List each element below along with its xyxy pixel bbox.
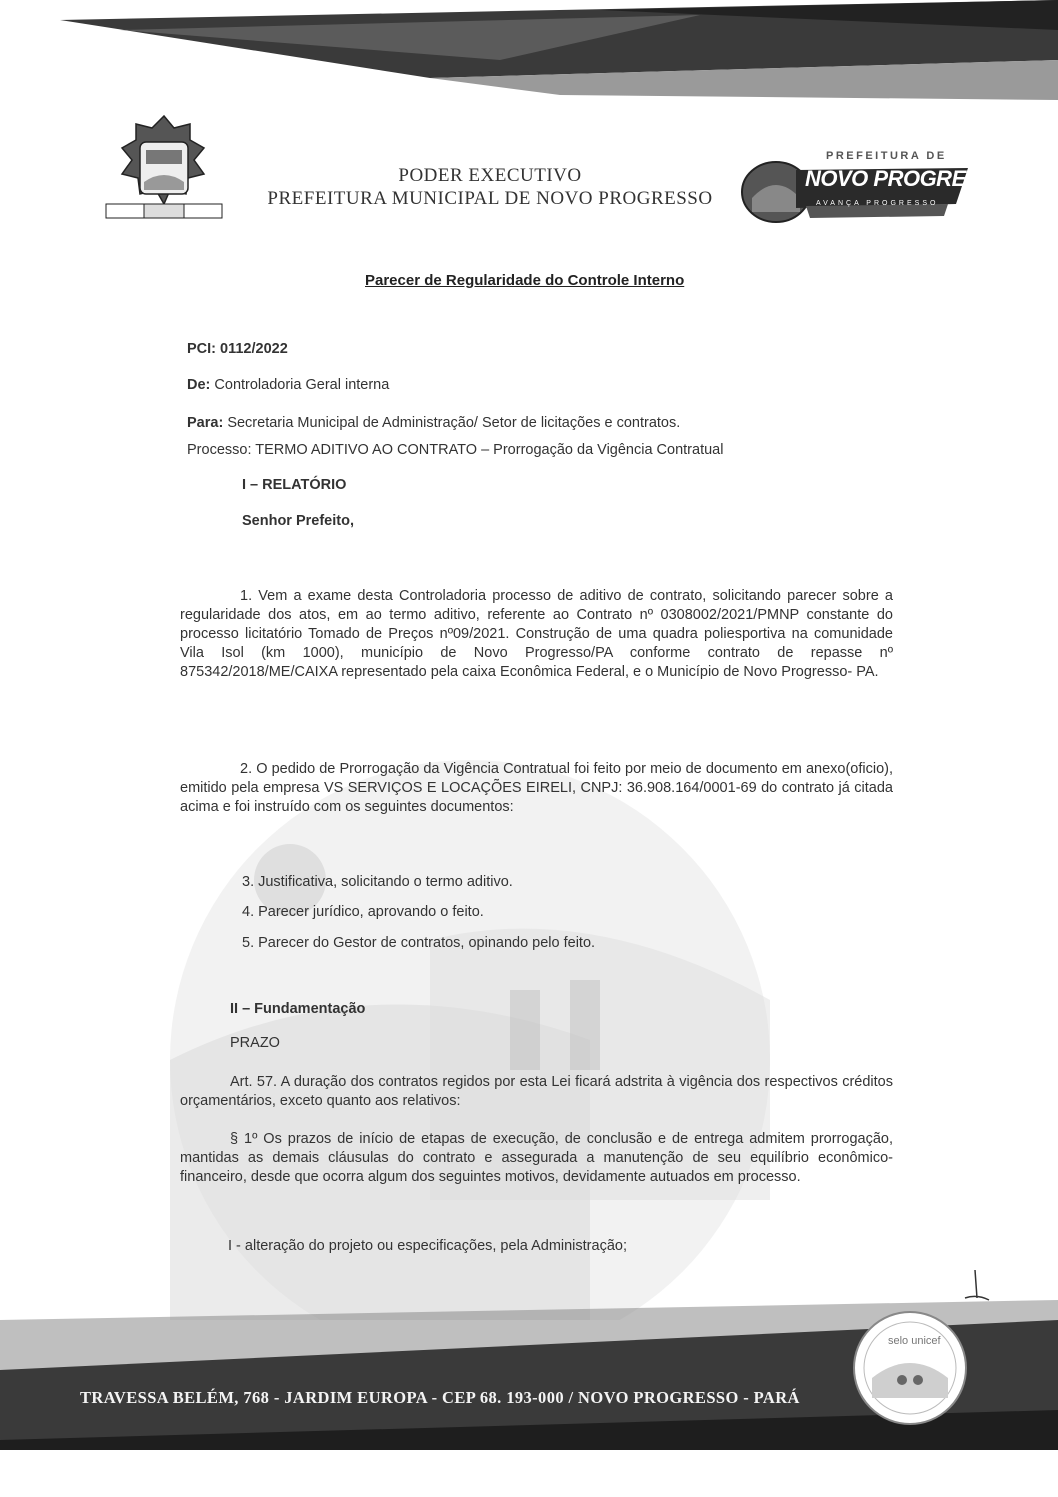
from-label: De:: [187, 377, 211, 393]
header-subtitle: PREFEITURA MUNICIPAL DE NOVO PROGRESSO: [267, 188, 713, 209]
document-title: Parecer de Regularidade do Controle Interno: [365, 272, 685, 289]
to-value: Secretaria Municipal de Administração/ Setor de licitações e contratos.: [227, 415, 681, 431]
pci-line: [187, 340, 288, 359]
from-value: Controladoria Geral interna: [214, 377, 390, 393]
list-item-5: 5. Parecer do Gestor de contratos, opinando pelo feito.: [242, 935, 596, 951]
list-item-4: 4. Parecer jurídico, aprovando o feito.: [242, 904, 484, 920]
paragraph-2: 2. O pedido de Prorrogação da Vigência Contratual foi feito por meio de documento em anexo(oficio), emitido pela empresa VS SERVIÇOS E LOCAÇÕES EIRELI, CNPJ: 36.908.164/0001-69 do contrato já citada acima e foi instruído com os seguintes documentos:: [180, 761, 893, 815]
logo-prefix: PREFEITURA DE: [826, 150, 947, 162]
municipal-coat-of-arms-icon: [100, 112, 228, 222]
unicef-seal-icon: [850, 1308, 970, 1428]
logo-slogan: AVANÇA PROGRESSO: [816, 200, 939, 207]
list-item-3: 3. Justificativa, solicitando o termo aditivo.: [242, 874, 513, 890]
seal-text: selo unicef: [888, 1335, 941, 1347]
greeting: Senhor Prefeito,: [242, 513, 354, 529]
logo-name: NOVO PROGRESSO: [805, 166, 1011, 191]
to-line: [187, 414, 680, 433]
section-heading-fundamentacao: II – Fundamentação: [230, 1001, 366, 1017]
footer-address: TRAVESSA BELÉM, 768 - JARDIM EUROPA - CEP 68. 193-000 / NOVO PROGRESSO - PARÁ: [80, 1388, 800, 1407]
subheading-prazo: PRAZO: [230, 1035, 280, 1051]
to-label: Para:: [187, 415, 224, 431]
item-i: I - alteração do projeto ou especificações, pela Administração;: [228, 1238, 627, 1254]
section-heading-report: I – RELATÓRIO: [242, 477, 347, 493]
from-line: [187, 376, 389, 395]
article-57: Art. 57. A duração dos contratos regidos por esta Lei ficará adstrita à vigência dos respectivos créditos orçamentários, exceto quanto aos relativos:: [180, 1074, 893, 1109]
pci-value: 0112/2022: [220, 341, 288, 357]
header-title: PODER EXECUTIVO: [398, 165, 582, 186]
paragraph-section-1: § 1º Os prazos de início de etapas de execução, de conclusão e de entrega admitem prorrogação, mantidas as demais cláusulas do contrato e assegurada a manutenção de seu equilíbrio econômico-financeiro, desde que ocorra algum dos seguintes motivos, devidamente autuados em processo.: [180, 1131, 893, 1185]
process-line: Processo: TERMO ADITIVO AO CONTRATO – Prorrogação da Vigência Contratual: [187, 442, 724, 458]
pci-label: PCI:: [187, 341, 216, 357]
paragraph-1: 1. Vem a exame desta Controladoria processo de aditivo de contrato, solicitando parecer sobre a regularidade dos atos, em ao termo aditivo, referente ao Contrato nº 0308002/2021/PMNP constante do processo licitatório Tomado de Preços nº09/2021. Construção de uma quadra poliesportiva na comunidade Vila Isol (km 1000), município de Novo Progresso/PA conforme contrato de repasse nº 875342/2018/ME/CAIXA representado pela caixa Econômica Federal, e o Município de Novo Progresso- PA.: [180, 588, 893, 680]
